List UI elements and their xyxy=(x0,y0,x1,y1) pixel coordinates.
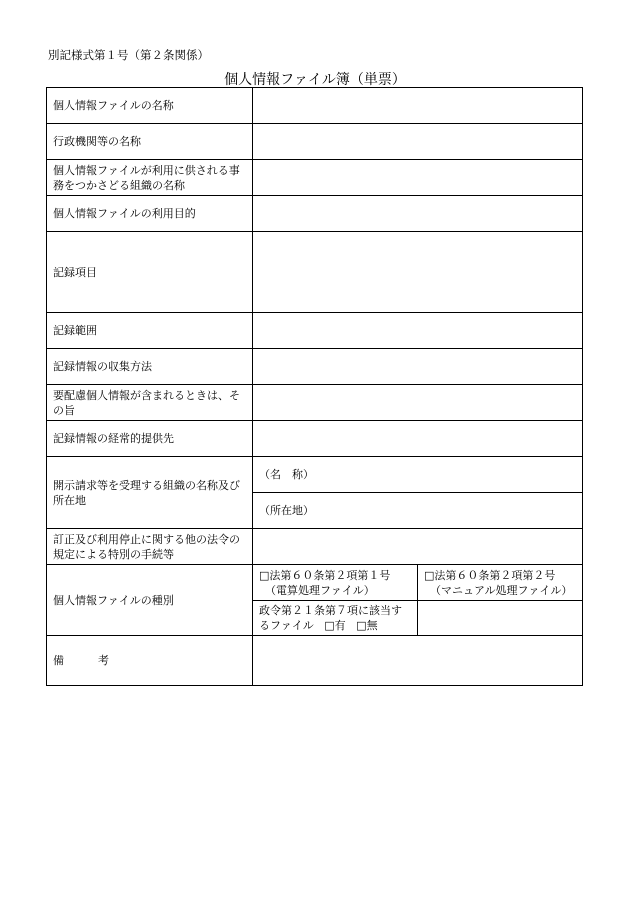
row-disclosure-name xyxy=(47,457,583,493)
value-purpose[interactable] xyxy=(252,196,582,232)
row-regular-recipients xyxy=(47,421,583,457)
option-computer-line2: （電算処理ファイル） xyxy=(264,583,375,597)
file-type-option-manual[interactable] xyxy=(417,565,582,601)
label-file-type: 個人情報ファイルの種別 xyxy=(47,565,253,636)
label-remarks xyxy=(47,636,253,686)
remarks-char-2: 考 xyxy=(98,654,109,667)
disclosure-name-label: （名 称） xyxy=(258,468,314,481)
ordinance-blank-cell xyxy=(417,601,582,636)
value-record-scope[interactable] xyxy=(252,313,582,349)
ordinance-line1: 政令第２１条第７項に該当す xyxy=(258,604,402,617)
row-file-name xyxy=(47,88,583,124)
document-title: 個人情報ファイル簿（単票） xyxy=(224,72,406,88)
row-record-items xyxy=(47,232,583,313)
label-purpose: 個人情報ファイルの利用目的 xyxy=(47,196,253,232)
row-agency-name xyxy=(47,124,583,160)
label-special-care: 要配慮個人情報が含まれるときは、その旨 xyxy=(47,385,253,421)
label-record-scope: 記録範囲 xyxy=(47,313,253,349)
value-collection-method[interactable] xyxy=(252,349,582,385)
ordinance-yes-checkbox[interactable]: □有 xyxy=(324,619,346,632)
row-remarks xyxy=(47,636,583,686)
ordinance-line2: るファイル xyxy=(258,619,314,632)
label-record-items: 記録項目 xyxy=(47,232,253,313)
option-computer-line1: □法第６０条第２項第１号 xyxy=(258,568,391,582)
personal-info-file-register-table xyxy=(46,87,583,686)
disclosure-name-cell[interactable] xyxy=(252,457,582,493)
label-special-procedure: 訂正及び利用停止に関する他の法令の規定による特別の手続等 xyxy=(47,529,253,565)
value-special-care[interactable] xyxy=(252,385,582,421)
row-record-scope xyxy=(47,313,583,349)
label-collection-method: 記録情報の収集方法 xyxy=(47,349,253,385)
row-special-care xyxy=(47,385,583,421)
disclosure-address-label: （所在地） xyxy=(258,504,314,517)
option-manual-line1: □法第６０条第２項第２号 xyxy=(423,568,556,582)
value-regular-recipients[interactable] xyxy=(252,421,582,457)
value-org-name[interactable] xyxy=(252,160,582,196)
row-org-name xyxy=(47,160,583,196)
label-file-name: 個人情報ファイルの名称 xyxy=(47,88,253,124)
label-org-name: 個人情報ファイルが利用に供される事務をつかさどる組織の名称 xyxy=(47,160,253,196)
ordinance-cell xyxy=(252,601,417,636)
disclosure-address-cell[interactable] xyxy=(252,493,582,529)
option-manual-line2: （マニュアル処理ファイル） xyxy=(429,583,573,597)
row-purpose xyxy=(47,196,583,232)
value-agency-name[interactable] xyxy=(252,124,582,160)
file-type-option-computer[interactable] xyxy=(252,565,417,601)
value-remarks[interactable] xyxy=(252,636,582,686)
row-file-type-options xyxy=(47,565,583,601)
ordinance-no-checkbox[interactable]: □無 xyxy=(356,619,378,632)
value-special-procedure[interactable] xyxy=(252,529,582,565)
label-agency-name: 行政機関等の名称 xyxy=(47,124,253,160)
label-regular-recipients: 記録情報の経常的提供先 xyxy=(47,421,253,457)
value-file-name[interactable] xyxy=(252,88,582,124)
label-disclosure-org: 開示請求等を受理する組織の名称及び所在地 xyxy=(47,457,253,529)
row-special-procedure xyxy=(47,529,583,565)
row-collection-method xyxy=(47,349,583,385)
remarks-char-1: 備 xyxy=(53,654,64,667)
form-number-label: 別記様式第１号（第２条関係） xyxy=(48,48,209,62)
value-record-items[interactable] xyxy=(252,232,582,313)
